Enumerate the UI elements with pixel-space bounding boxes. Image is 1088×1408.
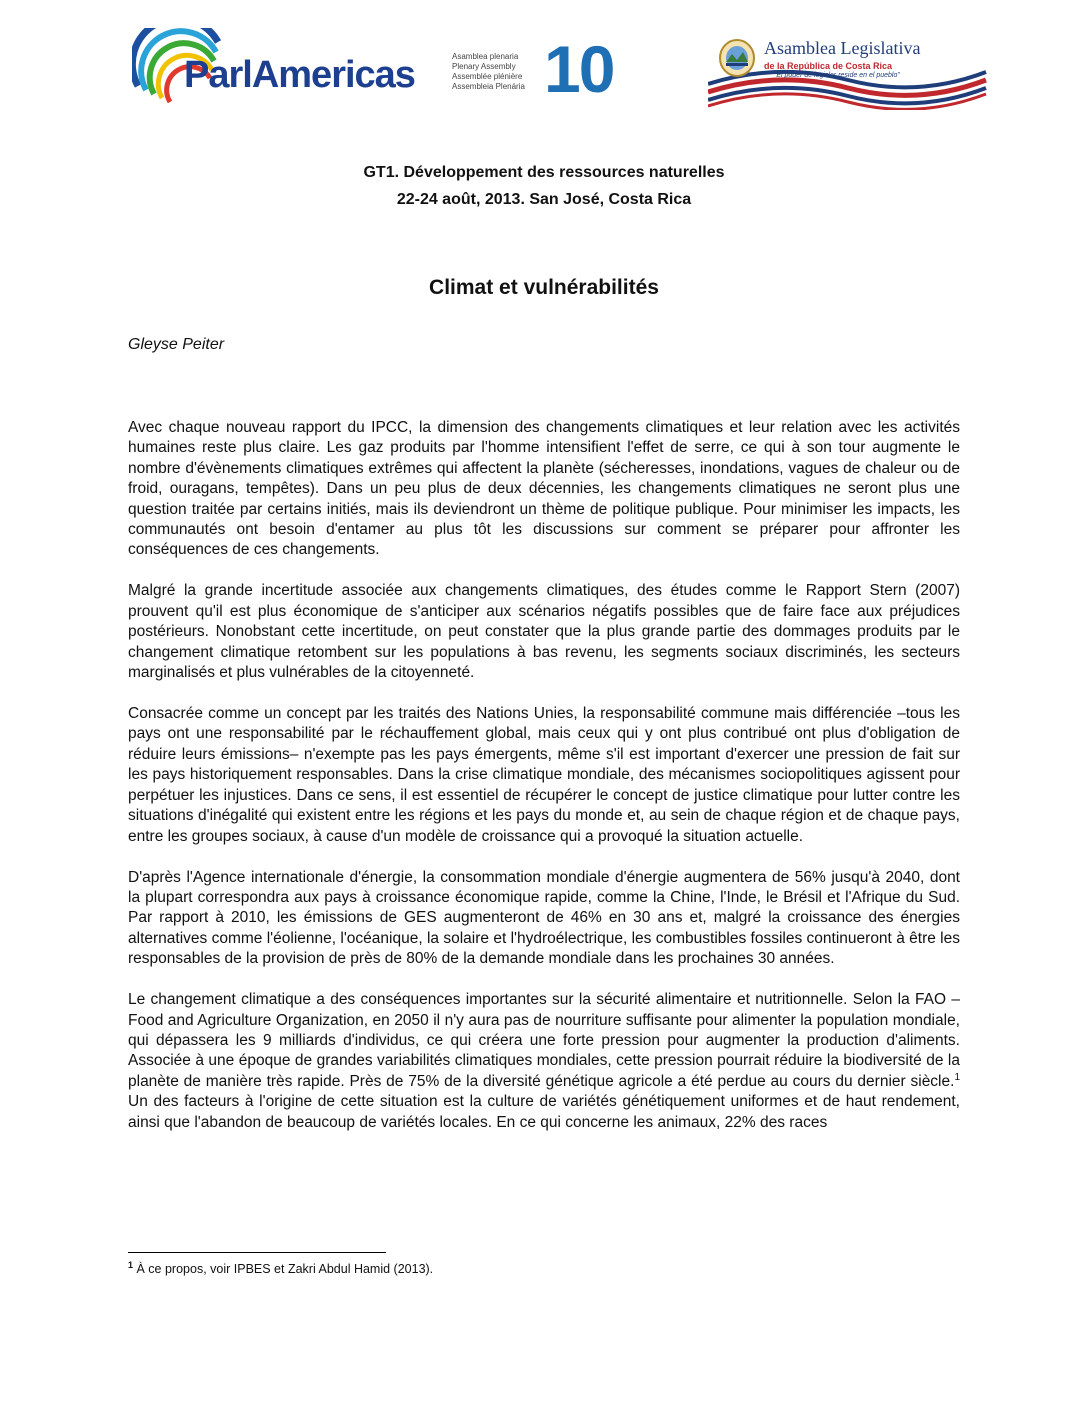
footnote-text: À ce propos, voir IPBES et Zakri Abdul Hamid (2013). bbox=[133, 1262, 434, 1276]
parlamericas-name: ParlAmericas bbox=[184, 54, 415, 96]
paragraph-text: Un des facteurs à l'origine de cette situation est la culture de variétés génétiquement uniformes et de haut rendement, ainsi que l'abandon de beaucoup de variétés locales. En ce qui concerne les animaux, 22% des races bbox=[128, 1093, 960, 1131]
document-title: Climat et vulnérabilités bbox=[429, 276, 659, 299]
document-body bbox=[128, 418, 960, 1154]
paragraph-text: Le changement climatique a des conséquences importantes sur la sécurité alimentaire et nutritionnelle. Selon la FAO – Food and Agriculture Organization, en 2050 il n'y aura pas de nourriture suffisante pour alimenter la population mondiale, qui dépassera les 9 milliards d'individus, ce qui créera une forte pression pour augmenter la production d'aliments. Associée à une époque de grandes variabilités climatiques mondiales, cette pression pourrait réduire la biodiversité de la planète de manière très rapide. Près de 75% de la diversité génétique agricole a été perdue au cours du dernier siècle. bbox=[128, 991, 960, 1090]
footnote bbox=[128, 1259, 434, 1276]
edition-number: 10 bbox=[544, 32, 614, 106]
footnote-number: 1 bbox=[128, 1259, 134, 1270]
session-date-location: 22-24 août, 2013. San José, Costa Rica bbox=[396, 191, 692, 208]
paragraph: D'après l'Agence internationale d'énergie, la consommation mondiale d'énergie augmentera de 56% jusqu'à 2040, dont la plupart correspondra aux pays à croissance économique rapide, comme la Chine, l'Inde, le Brésil et l'Afrique du Sud. Par rapport à 2010, les émissions de GES augmenteront de 46% en 30 ans et, malgré la croissance des énergies alternatives comme l'éolienne, l'océanique, la solaire et l'hydroélectrique, les combustibles fossiles continueront à être les responsables de la provision de près de 80% de la demande mondiale dans les prochaines 30 années. bbox=[128, 868, 960, 968]
author-name: Gleyse Peiter bbox=[128, 336, 225, 353]
assembly-name-fr: Assemblée plénière bbox=[452, 72, 523, 81]
paragraph: Avec chaque nouveau rapport du IPCC, la dimension des changements climatiques et leur relation avec les activités humaines reste plus claire. Les gaz produits par l'homme intensifient l'effet de serre, ce qui à son tour augmente le nombre d'évènements climatiques extrêmes qui affectent la planète (sécheresses, inondations, vagues de chaleur ou de froid, ouragans, tempêtes). Dans un peu plus de deux décennies, les changements climatiques ne seront plus une question traitée par certains initiés, mais ils deviendront un thème de politique publique. Pour minimiser les impacts, les communautés ont besoin d'entamer au plus tôt les discussions sur comment se préparer pour affronter les conséquences de ces changements. bbox=[128, 419, 960, 559]
parlamericas-logo bbox=[132, 28, 442, 118]
asamblea-motto: “El poder de legislar reside en el pueblo” bbox=[774, 72, 900, 79]
footnote-divider bbox=[128, 1252, 386, 1253]
session-title: GT1. Développement des ressources naturelles bbox=[363, 164, 725, 181]
assembly-name-en: Plenary Assembly bbox=[452, 62, 516, 71]
assembly-name-es: Asamblea plenaria bbox=[452, 52, 519, 61]
assembly-name-pt: Assembleia Plenária bbox=[452, 82, 525, 91]
asamblea-subtitle: de la República de Costa Rica bbox=[764, 61, 893, 71]
footnote-reference[interactable]: 1 bbox=[954, 1071, 960, 1083]
costa-rica-seal-icon bbox=[718, 38, 756, 78]
paragraph: Consacrée comme un concept par les traités des Nations Unies, la responsabilité commune mais différenciée –tous les pays ont une responsabilité par le réchauffement global, mais ceux qui y ont plus contribué ont plus d'obligation de réduire leurs émissions– n'exempte pas les pays émergents, même s'il est important d'exercer une pression de fait sur les pays historiquement responsables. Dans la crise climatique mondiale, des mécanismes sociopolitiques agissent pour perpétuer les injustices. Dans ce sens, il est essentiel de récupérer le concept de justice climatique pour lutter contre les situations d'inégalité qui existent entre les régions et les pays du monde et, au sein de chaque région et de chaque pays, entre les groupes sociaux, à cause d'un modèle de croissance qui a provoqué la situation actuelle. bbox=[128, 705, 960, 845]
paragraph bbox=[128, 990, 960, 1133]
asamblea-legislativa-logo bbox=[708, 34, 988, 110]
assembly-names bbox=[452, 52, 525, 92]
paragraph: Malgré la grande incertitude associée aux changements climatiques, des études comme le Rapport Stern (2007) prouvent qu'il est plus économique de s'anticiper aux scénarios négatifs possibles que de faire face aux préjudices postérieurs. Nonobstant cette incertitude, on peut constater que la plus grande partie des dommages produits par le changement climatique retombent sur les populations à bas revenu, les segments sociaux discriminés, les secteurs marginalisés et plus vulnérables de la citoyenneté. bbox=[128, 582, 960, 682]
asamblea-title: Asamblea Legislativa bbox=[764, 38, 921, 58]
page-header bbox=[0, 0, 1088, 120]
